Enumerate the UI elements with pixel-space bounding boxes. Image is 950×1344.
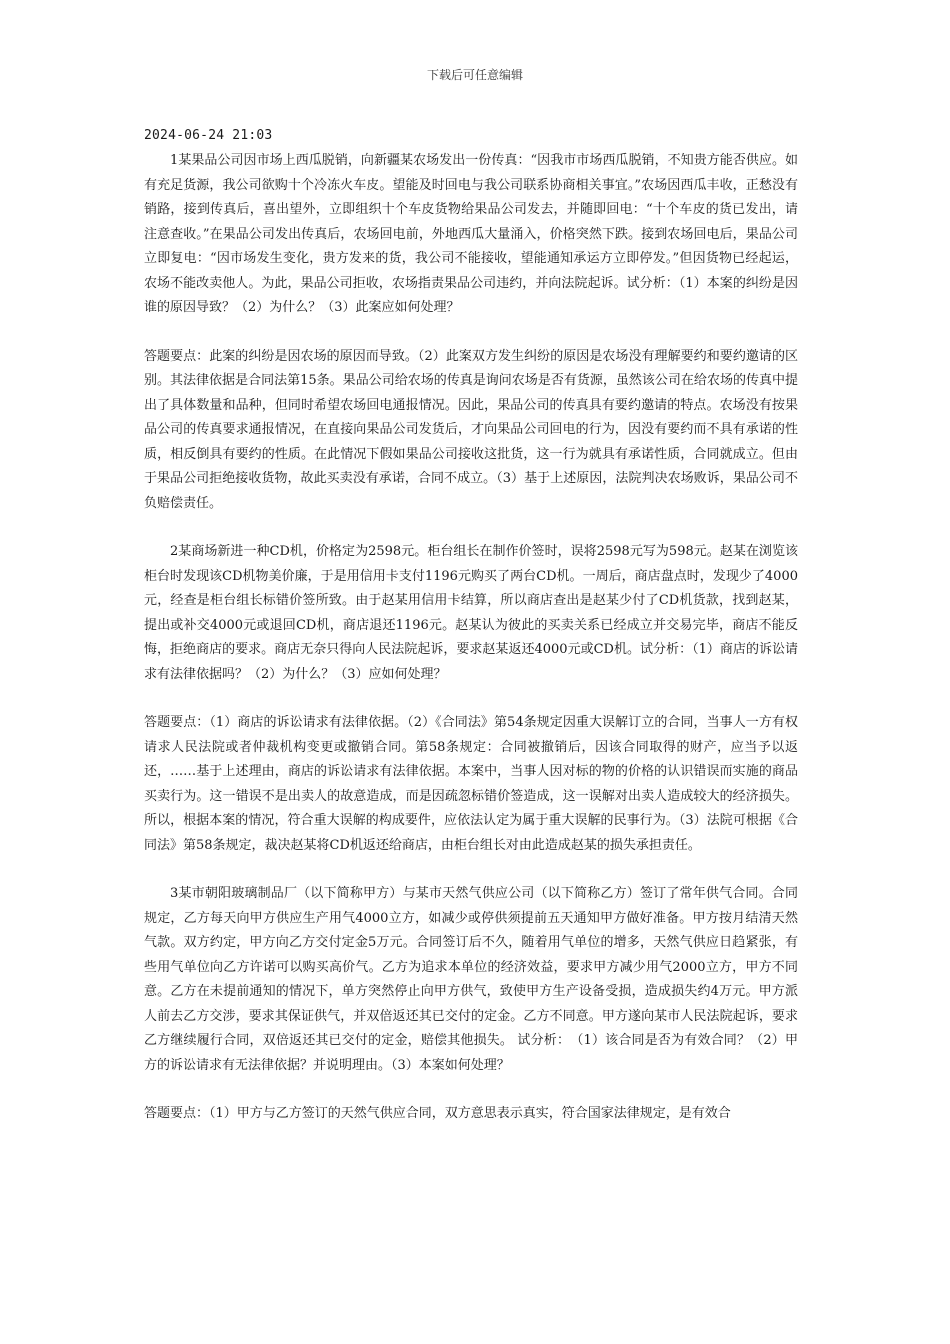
paragraph-gap [144, 1078, 798, 1102]
page-header: 下载后可任意编辑 [426, 68, 523, 82]
case-1-question: 1某果品公司因市场上西瓜脱销，向新疆某农场发出一份传真：“因我市市场西瓜脱销，不知贵方能否供应。如有充足货源，我公司欲购十个冷冻火车皮。望能及时回电与我公司联系协商相关事宜。”农场因西瓜丰收，正愁没有销路，接到传真后，喜出望外，立即组织十个车皮货物给果品公司发去，并随即回电：“十个车皮的货已发出，请注意查收。”在果品公司发出传真后，农场回电前，外地西瓜大量涌入，价格突然下跌。接到农场回电后，果品公司立即复电：“因市场发生变化，贵方发来的货，我公司不能接收，望能通知承运方立即停发。”但因货物已经起运，农场不能改卖他人。为此，果品公司拒收，农场指责果品公司违约，并向法院起诉。试分析：（1）本案的纠纷是因谁的原因导致？（2）为什么？（3）此案应如何处理？ [144, 153, 798, 315]
paragraph-gap [144, 516, 798, 540]
case-2-answer: 答题要点：（1）商店的诉讼请求有法律依据。（2）《合同法》第54条规定因重大误解订立的合同，当事人一方有权请求人民法院或者仲裁机构变更或撤销合同。第58条规定：合同被撤销后，因该合同取得的财产，应当予以返还，……基于上述理由，商店的诉讼请求有法律依据。本案中，当事人因对标的物的价格的认识错误而实施的商品买卖行为。这一错误不是出卖人的故意造成，而是因疏忽标错价签造成，这一误解对出卖人造成较大的经济损失。所以，根据本案的情况，符合重大误解的构成要件，应依法认定为属于重大误解的民事行为。（3）法院可根据《合同法》第58条规定，裁决赵某将CD机返还给商店，由柜台组长对由此造成赵某的损失承担责任。 [144, 715, 798, 853]
case-3-question: 3某市朝阳玻璃制品厂（以下简称甲方）与某市天然气供应公司（以下简称乙方）签订了常年供气合同。合同规定，乙方每天向甲方供应生产用气4000立方，如减少或停供须提前五天通知甲方做好准备。甲方按月结清天然气款。双方约定，甲方向乙方交付定金5万元。合同签订后不久，随着用气单位的增多，天然气供应日趋紧张，有些用气单位向乙方许诺可以购买高价气。乙方为追求本单位的经济效益，要求甲方减少用气2000立方，甲方不同意。乙方在未提前通知的情况下，单方突然停止向甲方供气，致使甲方生产设备受损，造成损失约4万元。甲方派人前去乙方交涉，要求其保证供气，并双倍返还其已交付的定金。乙方不同意。甲方遂向某市人民法院起诉，要求乙方继续履行合同，双倍返还其已交付的定金，赔偿其他损失。 试分析： （1）该合同是否为有效合同？（2）甲方的诉讼请求有无法律依据？并说明理由。（3）本案如何处理？ [144, 886, 798, 1073]
paragraph-gap [144, 858, 798, 882]
document-timestamp: 2024-06-24 21:03 [144, 128, 273, 143]
paragraph-gap [144, 687, 798, 711]
case-2-question: 2某商场新进一种CD机，价格定为2598元。柜台组长在制作价签时，误将2598元写为598元。赵某在浏览该柜台时发现该CD机物美价廉，于是用信用卡支付1196元购买了两台CD机。一周后，商店盘点时，发现少了4000元，经查是柜台组长标错价签所致。由于赵某用信用卡结算，所以商店查出是赵某少付了CD机货款，找到赵某，提出或补交4000元或退回CD机，商店退还1196元。赵某认为彼此的买卖关系已经成立并交易完毕，商店不能反悔，拒绝商店的要求。商店无奈只得向人民法院起诉，要求赵某返还4000元或CD机。试分析：（1）商店的诉讼请求有法律依据吗？（2）为什么？（3）应如何处理？ [144, 544, 798, 682]
paragraph-gap [144, 321, 798, 345]
case-3-answer: 答题要点：（1）甲方与乙方签订的天然气供应合同，双方意思表示真实，符合国家法律规定，是有效合 [144, 1106, 731, 1121]
case-1-answer: 答题要点：此案的纠纷是因农场的原因而导致。（2）此案双方发生纠纷的原因是农场没有理解要约和要约邀请的区别。其法律依据是合同法第15条。果品公司给农场的传真是询问农场是否有货源，虽然该公司在给农场的传真中提出了具体数量和品种，但同时希望农场回电通报情况。因此，果品公司的传真具有要约邀请的特点。农场没有按果品公司的传真要求通报情况，在直接向果品公司发货后，才向果品公司回电的行为，因没有要约而不具有承诺的性质，相反倒具有要约的性质。在此情况下假如果品公司接收这批货，这一行为就具有承诺性质，合同就成立。但由于果品公司拒绝接收货物，故此买卖没有承诺，合同不成立。（3）基于上述原因，法院判决农场败诉，果品公司不负赔偿责任。 [144, 348, 798, 511]
document-body [144, 126, 798, 1127]
